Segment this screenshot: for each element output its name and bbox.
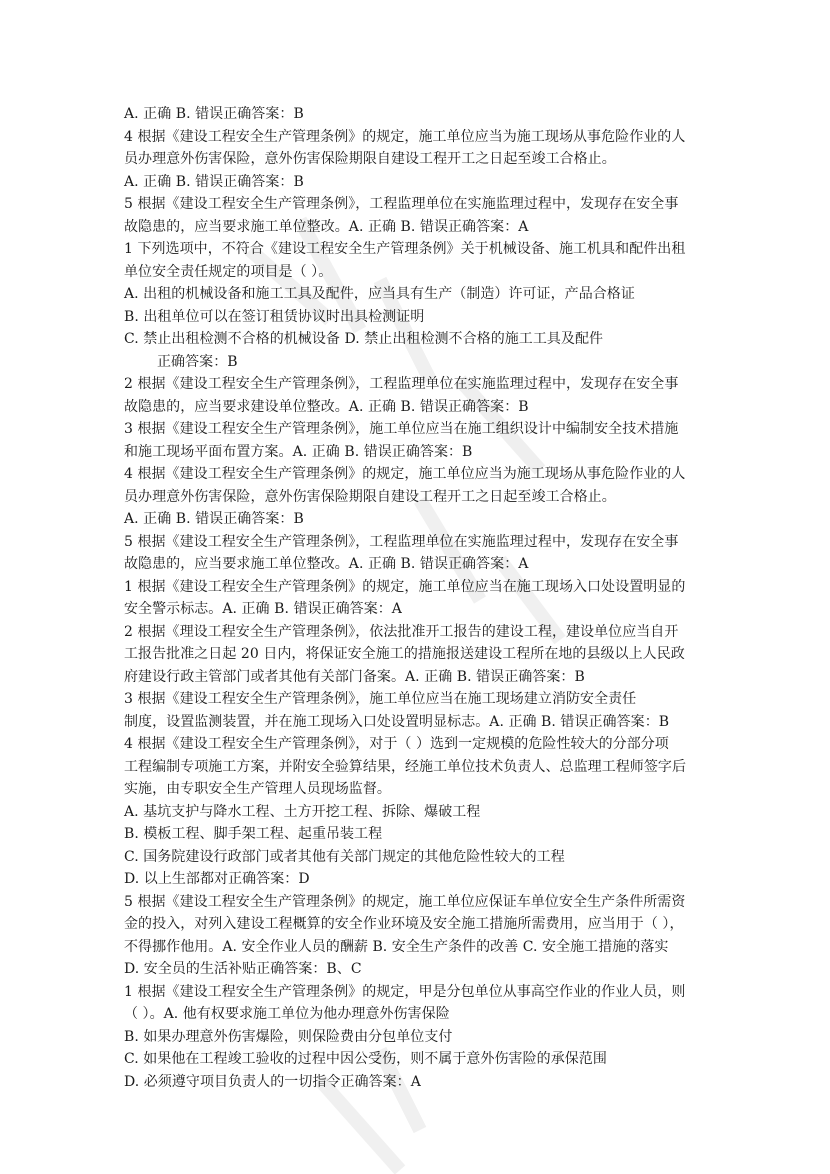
text-line: C. 如果他在工程竣工验收的过程中因公受伤，则不属于意外伤害险的承保范围 (124, 1051, 607, 1067)
text-line: 不得挪作他用。A. 安全作业人员的酬薪 B. 安全生产条件的改善 C. 安全施工措施的落实 (124, 938, 669, 955)
text-line: 和施工现场平面布置方案。A. 正确 B. 错误正确答案：B (124, 443, 473, 460)
text-line: D. 安全员的生活补贴正确答案：B、C (124, 961, 362, 977)
text-line: 3 根据《建设工程安全生产管理条例》，施工单位应当在施工现场建立消防安全责任 (124, 691, 637, 707)
text-line: 2 根据《建设工程安全生产管理条例》，工程监理单位在实施监理过程中，发现存在安全事 (124, 376, 679, 392)
text-line: 故隐患的，应当要求施工单位整改。A. 正确 B. 错误正确答案：A (124, 556, 529, 572)
text-line: A. 出租的机械设备和施工工具及配件，应当具有生产（制造）许可证，产品合格证 (124, 286, 635, 302)
text-line: 5 根据《建设工程安全生产管理条例》的规定，施工单位应保证车单位安全生产条件所需资 (124, 893, 686, 910)
document-body (124, 103, 710, 1093)
text-line: 5 根据《建设工程安全生产管理条例》，工程监理单位在实施监理过程中，发现存在安全事 (124, 196, 679, 212)
text-line: 1 根据《建设工程安全生产管理条例》的规定，甲是分包单位从事高空作业的作业人员，则 (124, 983, 686, 1000)
text-line: B. 出租单位可以在签订租赁协议时出具检测证明 (124, 308, 425, 325)
text-line: 实施，由专职安全生产管理人员现场监督。 (124, 781, 391, 797)
text-line: B. 如果办理意外伤害爆险，则保险费由分包单位支付 (124, 1028, 453, 1045)
text-line: 4 根据《建设工程安全生产管理条例》，对于（ ）选到一定规模的危险性较大的分部分项 (124, 736, 669, 752)
text-line: 员办理意外伤害保险，意外伤害保险期限自建设工程开工之日起至竣工合格止。 (124, 488, 616, 505)
text-line: A. 正确 B. 错误正确答案：B (124, 511, 304, 527)
text-line: 1 根据《建设工程安全生产管理条例》的规定，施工单位应当在施工现场入口处设置明显的 (124, 578, 686, 595)
text-line: 2 根据《理设工程安全生产管理条例》，依法批准开工报告的建设工程，建设单位应当自开 (124, 623, 679, 640)
text-line: 5 根据《建设工程安全生产管理条例》，工程监理单位在实施监理过程中，发现存在安全事 (124, 533, 679, 550)
text-line: 制度，设置监测装置，并在施工现场入口处设置明显标志。A. 正确 B. 错误正确答案：B (124, 713, 670, 730)
text-line: 故隐患的，应当要求施工单位整改。A. 正确 B. 错误正确答案：A (124, 218, 529, 235)
text-line: D. 以上生部都对正确答案：D (124, 871, 310, 887)
text-line: 府建设行政主管部门或者其他有关部门备案。A. 正确 B. 错误正确答案：B (124, 668, 585, 685)
text-line: D. 必须遵守项目负责人的一切指令正确答案：A (124, 1073, 421, 1090)
text-line: 安全警示标志。A. 正确 B. 错误正确答案：A (124, 601, 402, 617)
text-line: （ ）。A. 他有权要求施工单位为他办理意外伤害保险 (124, 1006, 450, 1022)
text-line: 4 根据《建设工程安全生产管理条例》的规定，施工单位应当为施工现场从事危险作业的人 (124, 128, 686, 145)
text-line: 1 下列选项中，不符合《建设工程安全生产管理条例》关于机械设备、施工机具和配件出租 (124, 241, 686, 257)
text-line: A. 基坑支护与降水工程、土方开挖工程、拆除、爆破工程 (124, 803, 481, 820)
text-line: 单位安全责任规定的项目是（ ）。 (124, 263, 333, 280)
text-line: C. 国务院建设行政部门或者其他有关部门规定的其他危险性较大的工程 (124, 848, 565, 865)
text-line: 工程编制专项施工方案，并附安全验算结果，经施工单位技术负责人、总监理工程师签字后 (124, 758, 686, 775)
text-line: A. 正确 B. 错误正确答案：B (124, 106, 304, 122)
text-line: 4 根据《建设工程安全生产管理条例》的规定，施工单位应当为施工现场从事危险作业的人 (124, 466, 686, 482)
text-line: 员办理意外伤害保险，意外伤害保险期限自建设工程开工之日起至竣工合格止。 (124, 151, 616, 167)
text-line: C. 禁止出租检测不合格的机械设备 D. 禁止出租检测不合格的施工工具及配件 (124, 331, 604, 347)
text-line: 金的投入，对列入建设工程概算的安全作业环境及安全施工措施所需费用，应当用于（ ）， (124, 916, 684, 932)
answer-line: 正确答案：B (157, 353, 238, 370)
text-line: 3 根据《建设工程安全生产管理条例》，施工单位应当在施工组织设计中编制安全技术措施 (124, 421, 679, 437)
text-line: 故隐患的，应当要求建设单位整改。A. 正确 B. 错误正确答案：B (124, 398, 529, 415)
text-line: A. 正确 B. 错误正确答案：B (124, 173, 304, 190)
text-line: 工报告批准之日起 20 日内，将保证安全施工的措施报送建设工程所在地的县级以上人民政 (124, 646, 685, 662)
text-line: B. 模板工程、脚手架工程、起重吊装工程 (124, 826, 383, 842)
